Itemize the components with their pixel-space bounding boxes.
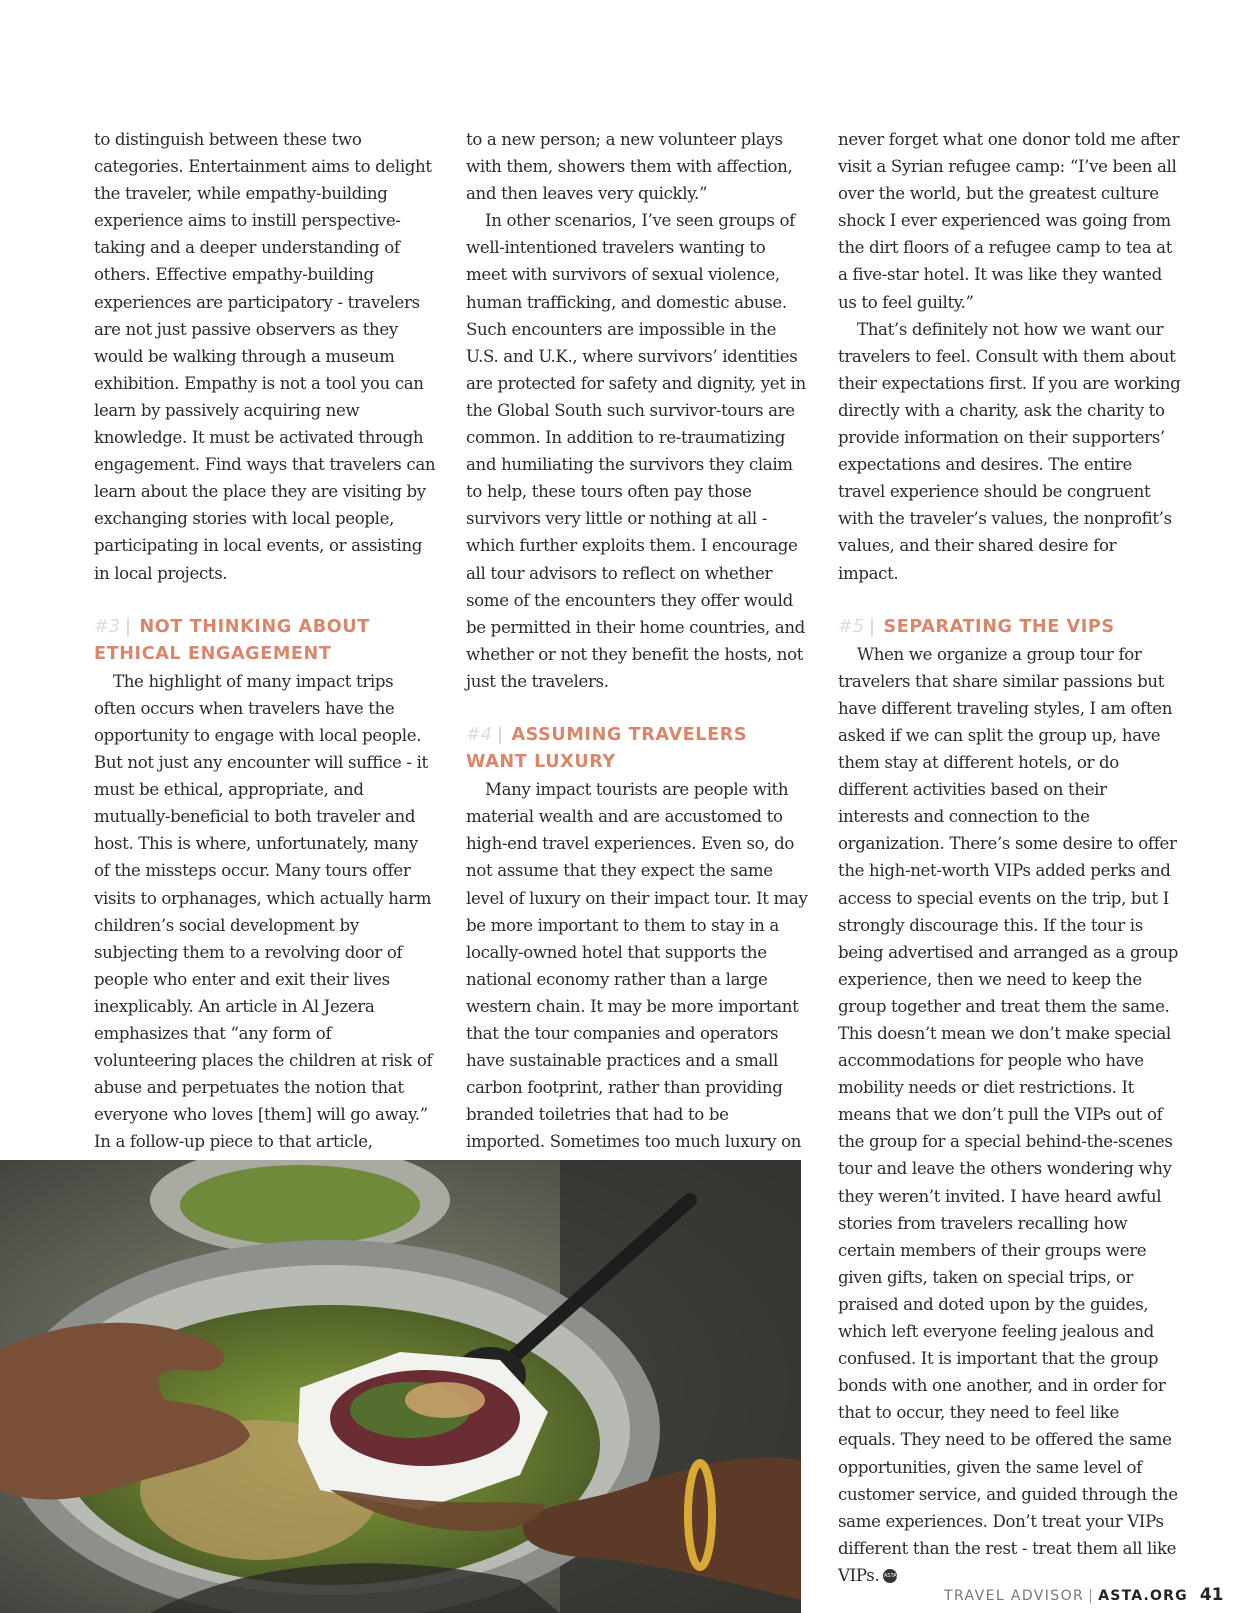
website-link[interactable]: ASTA.ORG: [1098, 1588, 1188, 1604]
paragraph: The highlight of many impact trips often occurs when travelers have the opportunity to engage with local people. But not just any encounter will suffice - it must be ethical, appropriate, and mutually-beneficial to both traveler and host. This is where, unfortunately, many of the missteps occur. Many tours offer visits to orphanages, which actually harm children’s social development by subjecting them to a revolving door of people who enter and exit their lives inexplicably. An article in Al Jezera emphasizes that “any form of volunteering places the children at risk of abuse and perpetuates the notion that everyone who loves [them] will go away.” In a follow-up piece to that article,: [94, 671, 433, 1152]
section-heading-3: [94, 614, 437, 668]
section-number: #4: [466, 724, 492, 745]
section-title: SEPARATING THE VIPS: [883, 616, 1115, 637]
asta-end-mark-icon: ASTA: [883, 1569, 897, 1583]
section-heading-5: [838, 614, 1181, 641]
section-title: ASSUMING TRAVELERS WANT LUXURY: [466, 724, 748, 773]
paragraph: [838, 641, 1181, 1589]
article-column-3: [838, 126, 1181, 1589]
food-serving-photo: [0, 1160, 801, 1613]
paragraph: Many impact tourists are people with material wealth and are accustomed to high-end travel experiences. Even so, do not assume that they expect the same level of luxury on their impact tour. It may be more important to them to stay in a locally-owned hotel that supports the national economy rather than a large western chain. It may be more important that the tour companies and operators have sustainable practices and a small carbon footprint, rather than providing branded toiletries that had to be imported. Sometimes too much luxury on: [466, 780, 808, 1152]
article-column-1: [94, 126, 437, 1237]
divider: |: [868, 616, 876, 637]
section-number: #3: [94, 616, 120, 637]
section-heading-4: [466, 722, 809, 776]
paragraph: That’s definitely not how we want our travelers to feel. Consult with them about their expectations first. If you are working directly with a charity, ask the charity to provide information on their supporters’ expectations and desires. The entire travel experience should be congruent with the traveler’s values, the nonprofit’s values, and their shared desire for impact.: [838, 319, 1181, 583]
paragraph: In other scenarios, I’ve seen groups of well-intentioned travelers wanting to meet with survivors of sexual violence, human trafficking, and domestic abuse. Such encounters are impossible in the U.S. and U.K., where survivors’ identities are protected for safety and dignity, yet in the Global South such survivor-tours are common. In addition to re-traumatizing and humiliating the survivors they claim to help, these tours often pay those survivors very little or nothing at all - which further exploits them. I encourage all tour advisors to reflect on whether some of the encounters they offer would be permitted in their home countries, and whether or not they benefit the hosts, not just the travelers.: [466, 211, 806, 691]
page-footer: [944, 1585, 1224, 1605]
divider: |: [124, 616, 132, 637]
paragraph: never forget what one donor told me after visit a Syrian refugee camp: “I’ve been all over the world, but the greatest culture shock I ever experienced was going from the dirt floors of a refugee camp to tea at a five-star hotel. It was like they wanted us to feel guilty.”: [838, 130, 1180, 312]
footer-separator: |: [1088, 1588, 1095, 1604]
page-number: 41: [1199, 1585, 1224, 1605]
divider: |: [496, 724, 504, 745]
article-column-2: [466, 126, 809, 1210]
paragraph-text: When we organize a group tour for travelers that share similar passions but have different traveling styles, I am often asked if we can split the group up, have them stay at different hotels, or do different activities based on their interests and connection to the organization. There’s some desire to offer the high-net-worth VIPs added perks and access to special events on the trip, but I strongly discourage this. If the tour is being advertised and arranged as a group experience, then we need to keep the group together and treat them the same. This doesn’t mean we don’t make special accommodations for people who have mobility needs or diet restrictions. It means that we don’t pull the VIPs out of the group for a special behind-the-scenes tour and leave the others wondering why they weren’t invited. I have heard awful stories from travelers recalling how certain members of their groups were given gifts, taken on special trips, or praised and doted upon by the guides, which left everyone feeling jealous and confused. It is important that the group bonds with one another, and in order for that to occur, they need to feel like equals. They need to be offered the same opportunities, given the same level of customer service, and guided through the same experiences. Don’t treat your VIPs different than the rest - treat them all like VIPs.: [838, 644, 1179, 1585]
publication-name: TRAVEL ADVISOR: [944, 1588, 1085, 1604]
paragraph: to distinguish between these two categories. Entertainment aims to delight the traveler, while empathy-building experience aims to instill perspective-taking and a deeper understanding of others. Effective empathy-building experiences are participatory - travelers are not just passive observers as they would be walking through a museum exhibition. Empathy is not a tool you can learn by passively acquiring new knowledge. It must be activated through engagement. Find ways that travelers can learn about the place they are visiting by exchanging stories with local people, participating in local events, or assisting in local projects.: [94, 130, 436, 583]
paragraph: to a new person; a new volunteer plays with them, showers them with affection, and then leaves very quickly.”: [466, 130, 793, 204]
section-number: #5: [838, 616, 864, 637]
food-serving-illustration: [0, 1160, 801, 1613]
section-title: NOT THINKING ABOUT ETHICAL ENGAGEMENT: [94, 616, 370, 664]
